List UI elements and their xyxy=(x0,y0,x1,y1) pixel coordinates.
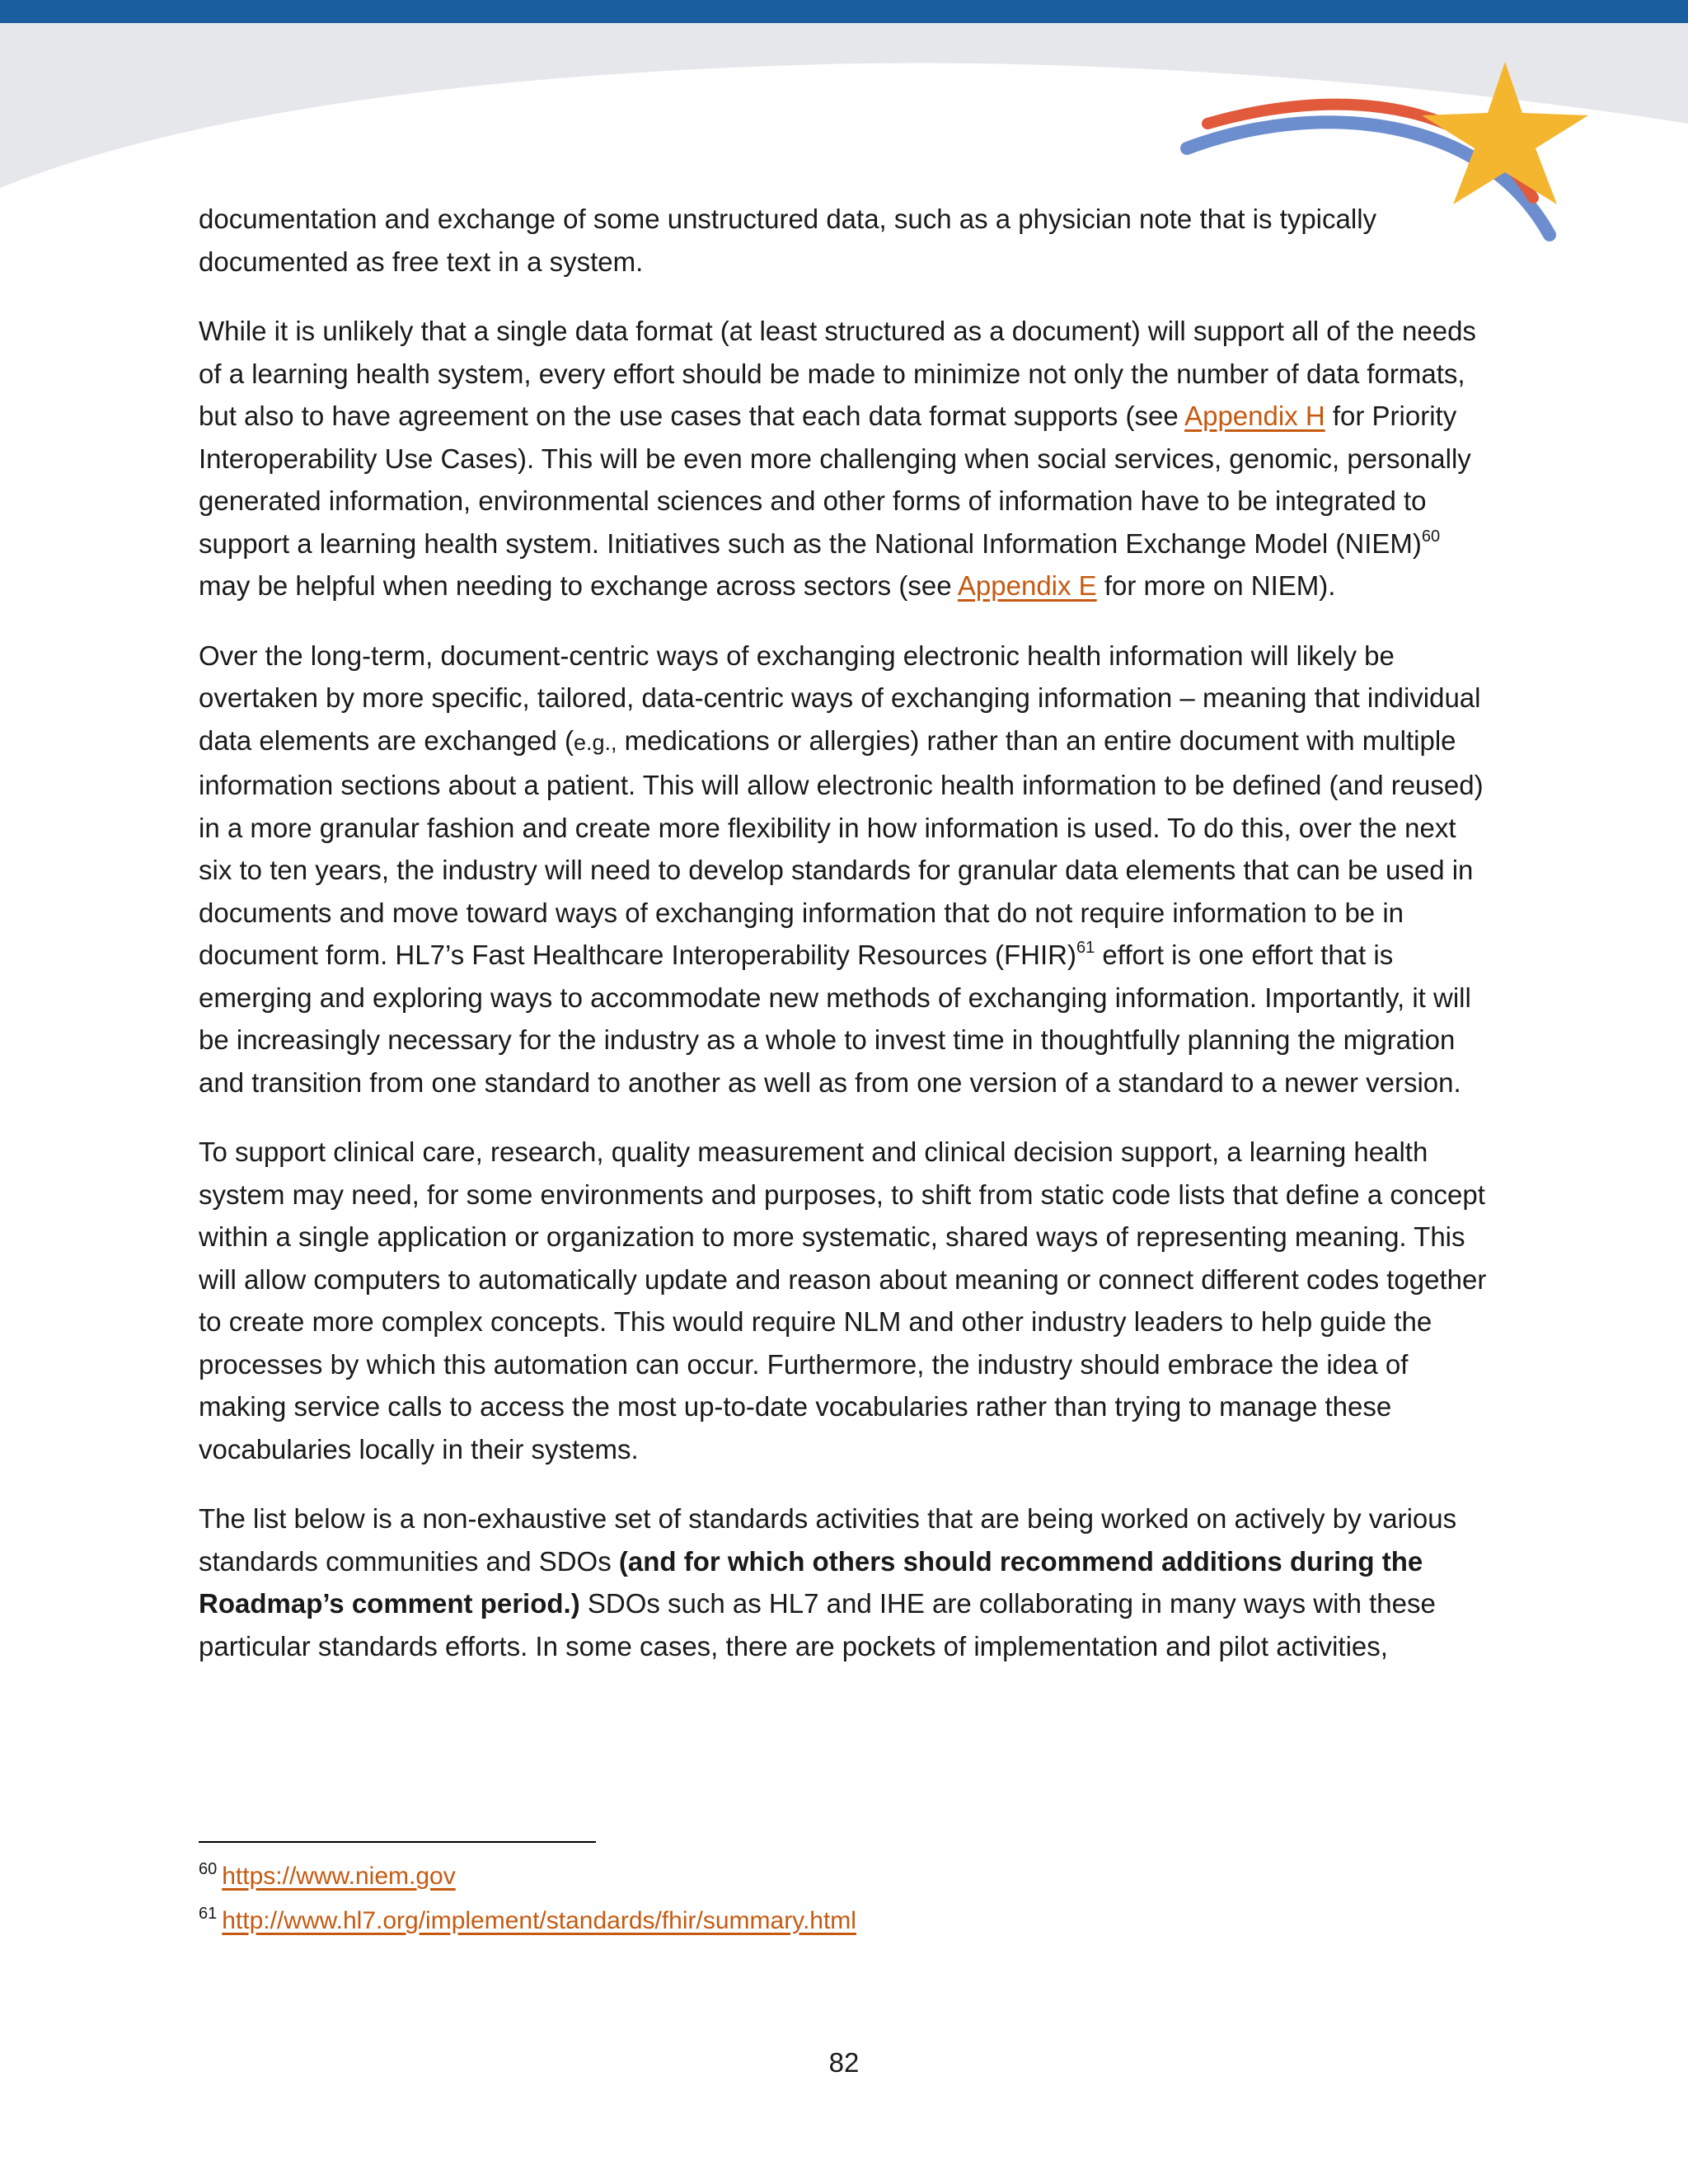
eg-abbrev: e.g., xyxy=(573,729,617,755)
paragraph-5: The list below is a non-exhaustive set of standards activities that are being worked on actively by various standards communities and SDOs (and for which others should recommend additions during the Roadmap’s comment period.) SDOs such as HL7 and IHE are collaborating in many ways with these particular standards efforts. In some cases, there are pockets of implementation and pilot activities, xyxy=(199,1503,1457,1661)
paragraph-4: To support clinical care, research, quality measurement and clinical decision support, a learning health system may need, for some environments and purposes, to shift from static code lists that define a concept within a single application or organization to more systematic, shared ways of representing meaning. This will allow computers to automatically update and reason about meaning or connect different codes together to create more complex concepts. This would require NLM and other industry leaders to help guide the processes by which this automation can occur. Furthermore, the industry should embrace the idea of making service calls to access the most up-to-date vocabularies rather than trying to manage these vocabularies locally in their systems. xyxy=(199,1137,1487,1465)
paragraph-2: While it is unlikely that a single data format (at least structured as a document) will support all of the needs of a learning health system, every effort should be made to minimize not only the number of data formats, but also to have agreement on the use cases that each data format supports (see Appendix H for Priority Interoperability Use Cases). This will be even more challenging when social services, genomic, personally generated information, environmental sciences and other forms of information have to be integrated to support a learning health system. Initiatives such as the National Information Exchange Model (NIEM)$^{60}$ may be helpful when needing to exchange across sectors (see Appendix E for more on NIEM). xyxy=(199,316,1476,601)
footnote-ref-60[interactable]: 60 xyxy=(1421,527,1441,546)
gray-swoosh xyxy=(0,23,1688,188)
paragraph-1: documentation and exchange of some unstructured data, such as a physician note that is typically documented as free text in a system. xyxy=(199,204,1377,277)
appendix-e-link[interactable]: Appendix E xyxy=(957,570,1097,601)
footnote-separator xyxy=(199,1841,596,1843)
footnote-61: $^{61}$ http://www.hl7.org/implement/standards/fhir/summary.html xyxy=(199,1905,856,1934)
page-number: 82 xyxy=(828,2047,860,2078)
footnote-ref-61[interactable]: 61 xyxy=(1076,939,1095,957)
bold-note: (and for which others should recommend additions during the Roadmap’s comment period.) xyxy=(199,1545,1423,1619)
footnote-60: $^{60}$ https://www.niem.gov xyxy=(199,1860,456,1890)
footnote-link-niem[interactable]: https://www.niem.gov xyxy=(222,1863,456,1890)
paragraph-3: Over the long-term, document-centric ways of exchanging electronic health information will likely be overtaken by more specific, tailored, data-centric ways of exchanging information – meaning that individual data elements are exchanged (e.g., medications or allergies) rather than an entire document with multiple information sections about a patient. This will allow electronic health information to be defined (and reused) in a more granular fashion and create more flexibility in how information is used. To do this, over the next six to ten years, the industry will need to develop standards for granular data elements that can be used in documents and move toward ways of exchanging information that do not require information to be in document form. HL7’s Fast Healthcare Interoperability Resources (FHIR)$^{61}$ effort is one effort that is emerging and exploring ways to accommodate new methods of exchanging information. Importantly, it will be increasingly necessary for the industry as a whole to invest time in thoughtfully planning the migration and transition from one standard to another as well as from one version of a standard to a newer version. xyxy=(199,640,1484,1098)
top-blue-band xyxy=(0,0,1688,23)
footnotes xyxy=(199,1854,856,1943)
body-text xyxy=(199,198,1493,1694)
footnote-link-fhir[interactable]: http://www.hl7.org/implement/standards/fhir/summary.html xyxy=(222,1907,856,1934)
appendix-h-link[interactable]: Appendix H xyxy=(1184,401,1325,431)
